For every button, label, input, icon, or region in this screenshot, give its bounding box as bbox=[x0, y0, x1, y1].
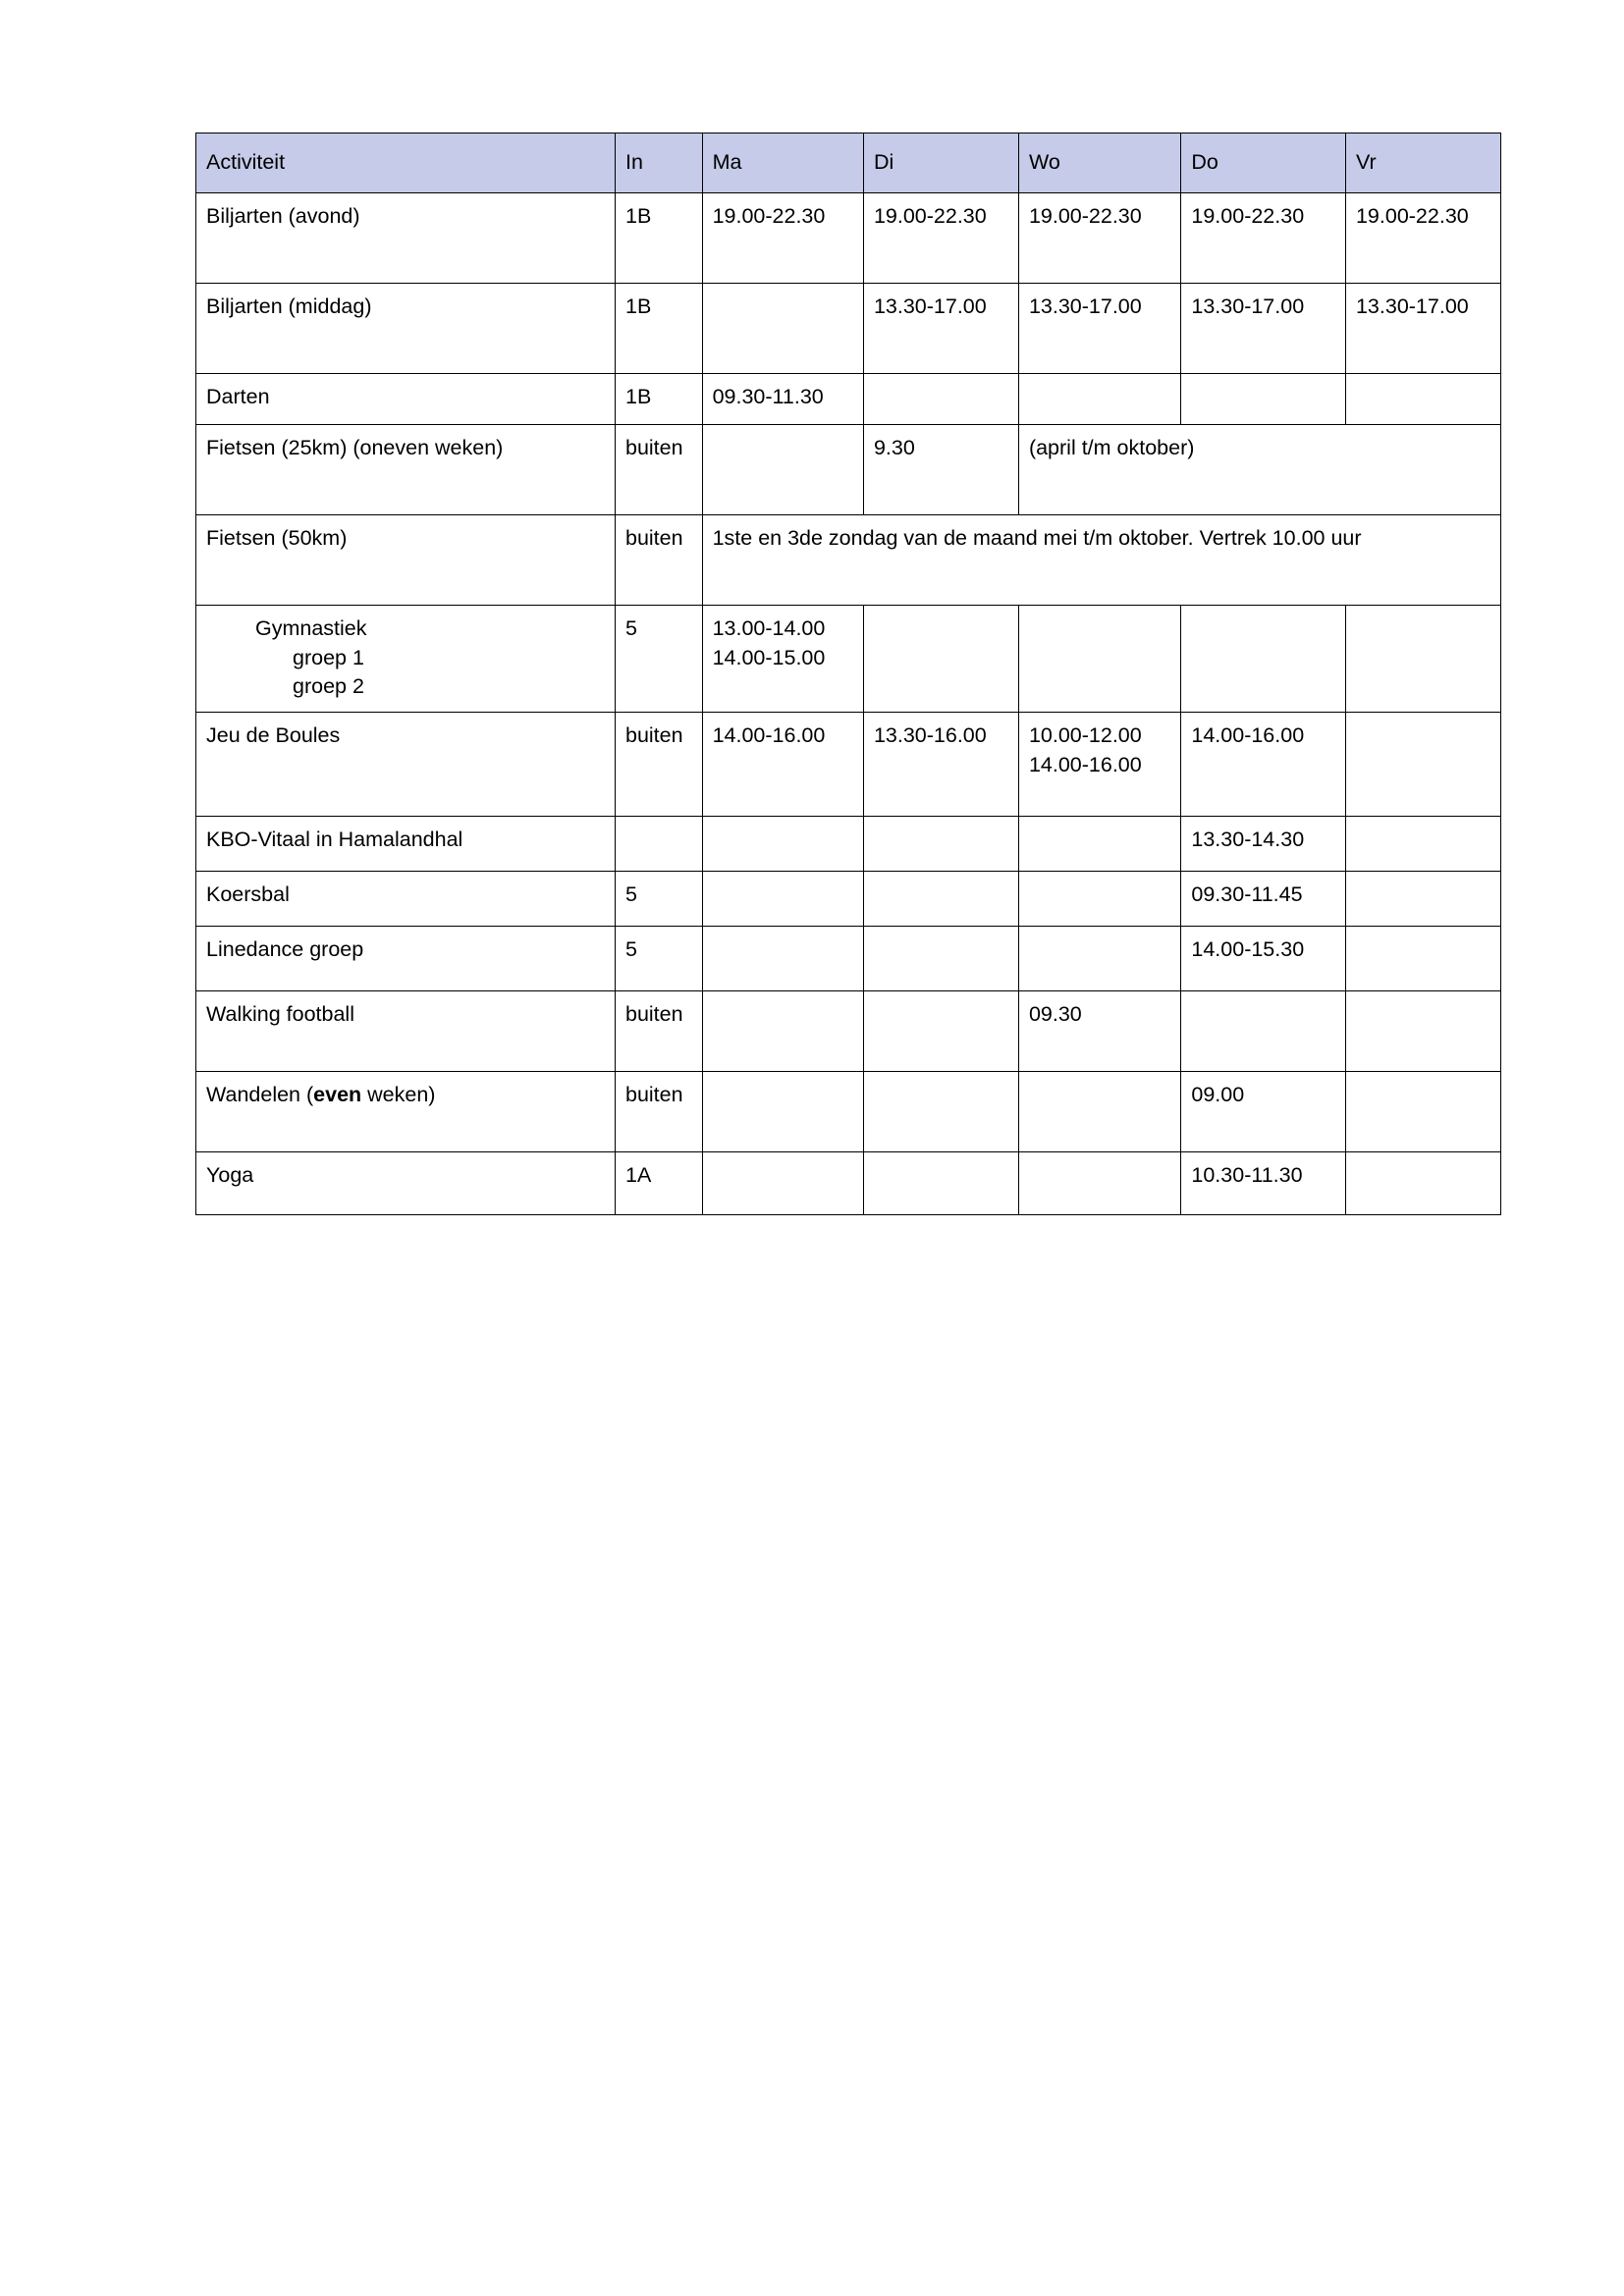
column-header-ma: Ma bbox=[702, 133, 863, 193]
activity-time-ma bbox=[702, 1151, 863, 1214]
activity-name: Walking football bbox=[196, 990, 616, 1071]
activity-time-do bbox=[1181, 374, 1346, 425]
activity-name: Yoga bbox=[196, 1151, 616, 1214]
activity-time-di: 13.30-16.00 bbox=[863, 712, 1018, 816]
activity-time-wo bbox=[1018, 374, 1180, 425]
activity-time-ma bbox=[702, 425, 863, 515]
column-header-vr: Vr bbox=[1345, 133, 1500, 193]
table-row bbox=[196, 712, 1501, 816]
activity-time-ma bbox=[702, 284, 863, 374]
activity-time-di bbox=[863, 606, 1018, 713]
column-header-do: Do bbox=[1181, 133, 1346, 193]
activity-name-line3: groep 2 bbox=[293, 674, 364, 699]
activity-time-di bbox=[863, 926, 1018, 990]
activity-time-ma bbox=[702, 816, 863, 871]
activity-time-vr bbox=[1345, 374, 1500, 425]
activity-time-ma: 14.00-16.00 bbox=[702, 712, 863, 816]
activity-name: KBO-Vitaal in Hamalandhal bbox=[196, 816, 616, 871]
table-row bbox=[196, 816, 1501, 871]
activity-name-line2: groep 1 bbox=[293, 645, 364, 669]
activity-time-vr bbox=[1345, 990, 1500, 1071]
activity-time-do: 09.00 bbox=[1181, 1071, 1346, 1151]
activity-time-do: 09.30-11.45 bbox=[1181, 871, 1346, 926]
activity-name: Koersbal bbox=[196, 871, 616, 926]
activity-time-wo bbox=[1018, 606, 1180, 713]
activity-name: Darten bbox=[196, 374, 616, 425]
activity-location: buiten bbox=[615, 990, 702, 1071]
activity-time-di bbox=[863, 1151, 1018, 1214]
activity-time-vr bbox=[1345, 926, 1500, 990]
activity-location bbox=[615, 816, 702, 871]
activity-time-wo bbox=[1018, 1151, 1180, 1214]
activity-time-vr bbox=[1345, 816, 1500, 871]
activity-time-di bbox=[863, 990, 1018, 1071]
activity-time-wo bbox=[1018, 712, 1180, 816]
activity-time-wo: 19.00-22.30 bbox=[1018, 193, 1180, 284]
schedule-table-container bbox=[195, 133, 1501, 1215]
activity-time-wo: 13.30-17.00 bbox=[1018, 284, 1180, 374]
activity-time-wo bbox=[1018, 871, 1180, 926]
activity-time-vr bbox=[1345, 1071, 1500, 1151]
activity-location: 5 bbox=[615, 871, 702, 926]
activity-time-di: 13.30-17.00 bbox=[863, 284, 1018, 374]
activity-location: 1A bbox=[615, 1151, 702, 1214]
activity-time-wo-line1: 10.00-12.00 bbox=[1028, 722, 1142, 747]
activity-name-suffix: weken) bbox=[361, 1082, 436, 1106]
activity-time-ma bbox=[702, 926, 863, 990]
activities-schedule-table bbox=[195, 133, 1501, 1215]
activity-time-do: 14.00-16.00 bbox=[1181, 712, 1346, 816]
activity-note-span: 1ste en 3de zondag van de maand mei t/m oktober. Vertrek 10.00 uur bbox=[702, 515, 1500, 606]
table-row bbox=[196, 990, 1501, 1071]
activity-time-ma bbox=[702, 1071, 863, 1151]
activity-time-vr: 13.30-17.00 bbox=[1345, 284, 1500, 374]
column-header-in: In bbox=[615, 133, 702, 193]
activity-time-di: 19.00-22.30 bbox=[863, 193, 1018, 284]
activity-location: buiten bbox=[615, 515, 702, 606]
table-row bbox=[196, 871, 1501, 926]
table-row bbox=[196, 193, 1501, 284]
activity-time-ma bbox=[702, 606, 863, 713]
activity-name: Biljarten (avond) bbox=[196, 193, 616, 284]
activity-time-do: 13.30-14.30 bbox=[1181, 816, 1346, 871]
activity-location: 1B bbox=[615, 193, 702, 284]
activity-time-vr: 19.00-22.30 bbox=[1345, 193, 1500, 284]
table-row bbox=[196, 1071, 1501, 1151]
activity-time-wo-line2: 14.00-16.00 bbox=[1028, 752, 1142, 776]
activity-time-do bbox=[1181, 606, 1346, 713]
activity-name: Jeu de Boules bbox=[196, 712, 616, 816]
activity-name-line1: Gymnastiek bbox=[255, 616, 367, 640]
activity-time-ma bbox=[702, 990, 863, 1071]
table-header-row bbox=[196, 133, 1501, 193]
table-row bbox=[196, 515, 1501, 606]
activity-time-wo: 09.30 bbox=[1018, 990, 1180, 1071]
activity-name: Biljarten (middag) bbox=[196, 284, 616, 374]
activity-location: 1B bbox=[615, 284, 702, 374]
table-row bbox=[196, 284, 1501, 374]
activity-location: buiten bbox=[615, 1071, 702, 1151]
activity-name-emphasis: even bbox=[313, 1082, 362, 1106]
activity-time-do bbox=[1181, 990, 1346, 1071]
activity-time-di bbox=[863, 816, 1018, 871]
activity-time-di bbox=[863, 374, 1018, 425]
activity-location: 1B bbox=[615, 374, 702, 425]
activity-time-ma bbox=[702, 871, 863, 926]
activity-time-ma-line2: 14.00-15.00 bbox=[712, 645, 826, 669]
column-header-di: Di bbox=[863, 133, 1018, 193]
activity-time-ma-line1: 13.00-14.00 bbox=[712, 616, 826, 640]
activity-time-do: 10.30-11.30 bbox=[1181, 1151, 1346, 1214]
table-row bbox=[196, 425, 1501, 515]
activity-name: Fietsen (25km) (oneven weken) bbox=[196, 425, 616, 515]
activity-time-vr bbox=[1345, 712, 1500, 816]
activity-time-vr bbox=[1345, 871, 1500, 926]
column-header-activiteit: Activiteit bbox=[196, 133, 616, 193]
table-row bbox=[196, 374, 1501, 425]
table-row bbox=[196, 606, 1501, 713]
activity-time-vr bbox=[1345, 606, 1500, 713]
activity-location: 5 bbox=[615, 606, 702, 713]
activity-time-di bbox=[863, 1071, 1018, 1151]
activity-time-do: 19.00-22.30 bbox=[1181, 193, 1346, 284]
activity-name: Fietsen (50km) bbox=[196, 515, 616, 606]
activity-time-wo bbox=[1018, 926, 1180, 990]
activity-location: buiten bbox=[615, 425, 702, 515]
activity-time-do: 14.00-15.30 bbox=[1181, 926, 1346, 990]
activity-location: 5 bbox=[615, 926, 702, 990]
activity-name-prefix: Wandelen ( bbox=[206, 1082, 314, 1106]
activity-name bbox=[196, 1071, 616, 1151]
table-row bbox=[196, 926, 1501, 990]
activity-time-di bbox=[863, 871, 1018, 926]
activity-time-ma: 09.30-11.30 bbox=[702, 374, 863, 425]
activity-time-do: 13.30-17.00 bbox=[1181, 284, 1346, 374]
activity-name: Linedance groep bbox=[196, 926, 616, 990]
activity-time-wo bbox=[1018, 816, 1180, 871]
activity-time-wo bbox=[1018, 1071, 1180, 1151]
activity-note-wo: (april t/m oktober) bbox=[1018, 425, 1500, 515]
activity-time-di: 9.30 bbox=[863, 425, 1018, 515]
activity-name bbox=[196, 606, 616, 713]
activity-location: buiten bbox=[615, 712, 702, 816]
column-header-wo: Wo bbox=[1018, 133, 1180, 193]
table-row bbox=[196, 1151, 1501, 1214]
activity-time-vr bbox=[1345, 1151, 1500, 1214]
activity-time-ma: 19.00-22.30 bbox=[702, 193, 863, 284]
